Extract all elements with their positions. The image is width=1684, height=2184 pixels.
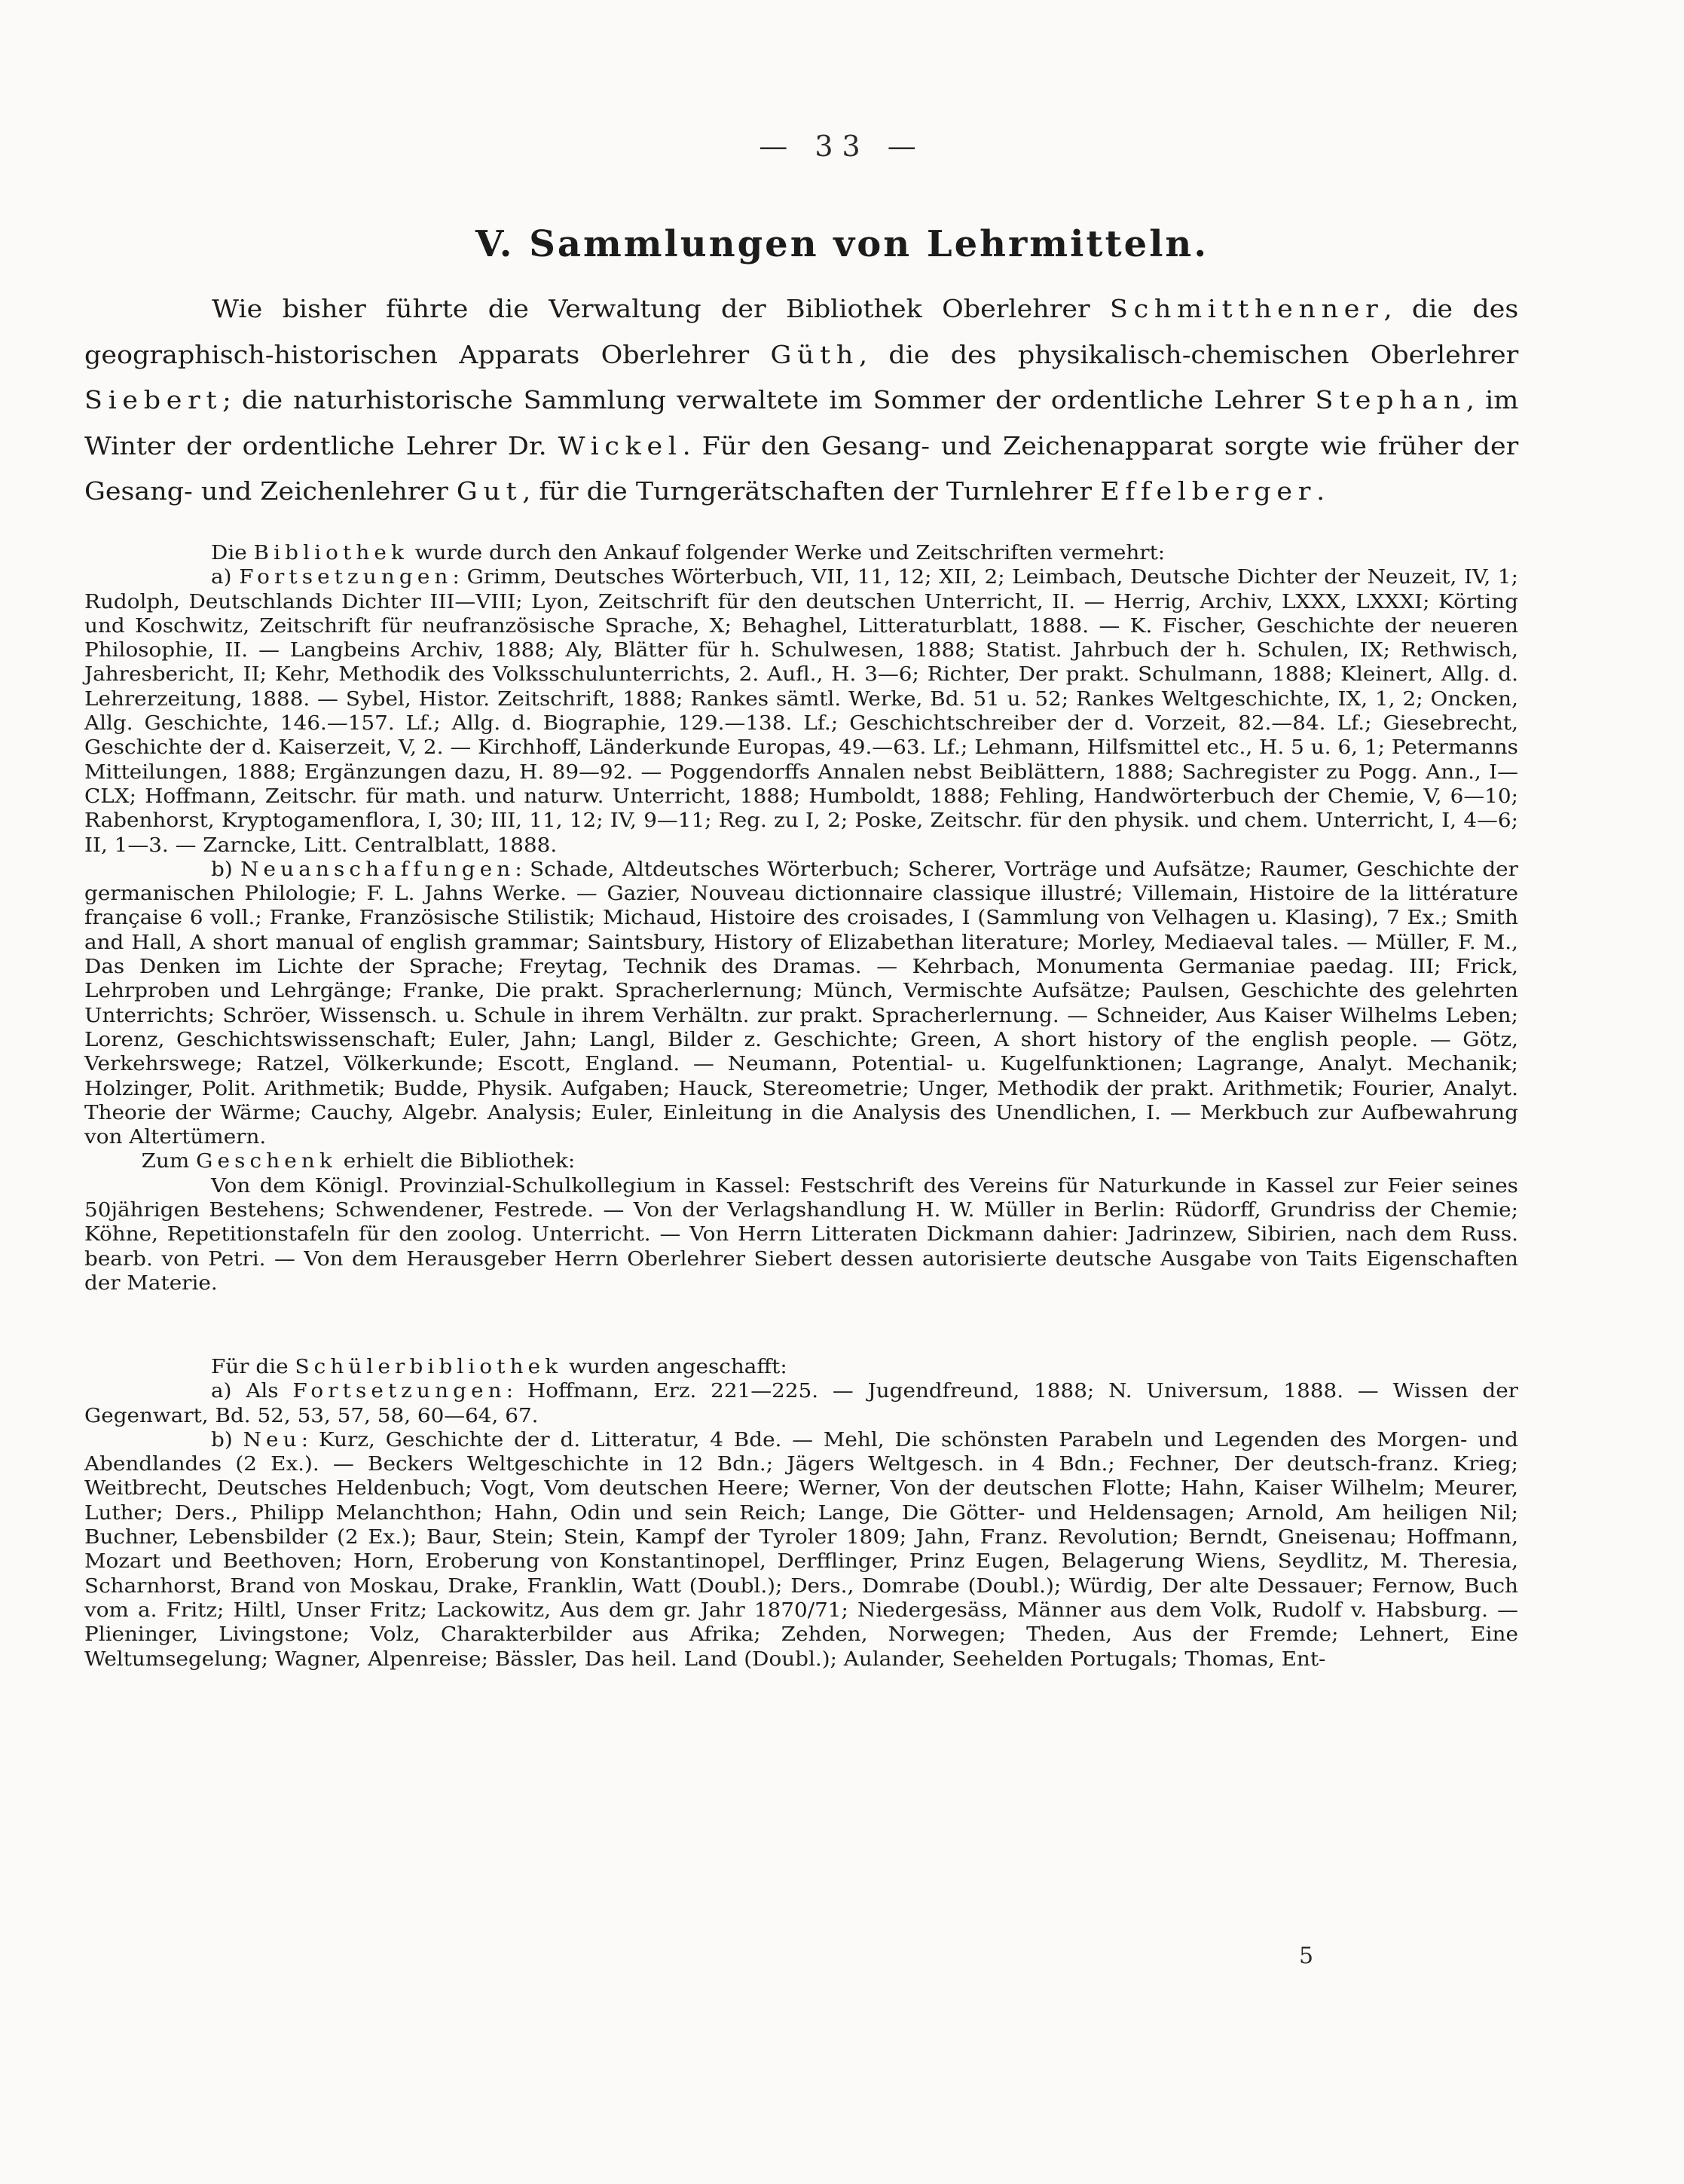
library-intro: Die Bibliothek wurde durch den Ankauf folgender Werke und Zeitschriften vermehrt:	[211, 541, 1166, 564]
intro-paragraph	[84, 286, 1518, 515]
student-library-section	[84, 1355, 1518, 1672]
student-library-new: b) Neu: Kurz, Geschichte der d. Litteratur, 4 Bde. — Mehl, Die schönsten Parabeln und Legenden des Morgen- und Abendlandes (2 Ex.). — Beckers Weltgeschichte in 12 Bdn.; Jägers Weltgesch. in 4 Bdn.; Fechner, Der deutsch-franz. Krieg; Weitbrecht, Deutsches Heldenbuch; Vogt, Vom deutschen Heere; Werner, Von der deutschen Flotte; Hahn, Kaiser Wilhelm; Meurer, Luther; Ders., Philipp Melanchthon; Hahn, Odin und sein Reich; Lange, Die Götter- und Heldensagen; Arnold, Am heiligen Nil; Buchner, Lebensbilder (2 Ex.); Baur, Stein; Stein, Kampf der Tyroler 1809; Jahn, Franz. Revolution; Berndt, Gneisenau; Hoffmann, Mozart und Beethoven; Horn, Eroberung von Konstantinopel, Derfflinger, Prinz Eugen, Belagerung Wiens, Seydlitz, M. Theresia, Scharnhorst, Brand von Moskau, Drake, Franklin, Watt (Doubl.); Ders., Domrabe (Doubl.); Würdig, Der alte Dessauer; Fernow, Buch vom a. Fritz; Hiltl, Unser Fritz; Lackowitz, Aus dem gr. Jahr 1870/71; Niedergesäss, Männer aus dem Volk, Rudolf v. Habsburg. — Plieninger, Livingstone; Volz, Charakterbilder aus Afrika; Zehden, Norwegen; Theden, Aus der Fremde; Lehnert, Eine Weltumsegelung; Wagner, Alpenreise; Bässler, Das heil. Land (Doubl.); Aulander, Seehelden Portugals; Thomas, Ent-	[84, 1427, 1518, 1671]
page-title: V. Sammlungen von Lehrmitteln.	[475, 223, 1209, 265]
student-library-continuations: a) Als Fortsetzungen: Hoffmann, Erz. 221—225. — Jugendfreund, 1888; N. Universum, 1888. — Wissen der Gegenwart, Bd. 52, 53, 57, 58, 60—64, 67.	[84, 1379, 1518, 1427]
signature-mark: 5	[1299, 1943, 1314, 1969]
library-gifts: Von dem Königl. Provinzial-Schulkollegium in Kassel: Festschrift des Vereins für Naturkunde in Kassel zur Feier seines 50jährigen Bestehens; Schwendener, Festrede. — Von der Verlagshandlung H. W. Müller in Berlin: Rüdorff, Grundriss der Chemie; Köhne, Repetitionstafeln für den zoolog. Unterricht. — Von Herrn Litteraten Dickmann dahier: Jadrinzew, Sibirien, nach dem Russ. bearb. von Petri. — Von dem Herausgeber Herrn Oberlehrer Siebert dessen autorisierte deutsche Ausgabe von Taits Eigenschaften der Materie.	[84, 1173, 1518, 1295]
library-gift-intro: Zum Geschenk erhielt die Bibliothek:	[141, 1149, 576, 1173]
library-section	[84, 541, 1518, 1295]
intro-text: Wie bisher führte die Verwaltung der Bibliothek Oberlehrer Schmitthenner, die des geographisch-historischen Apparats Oberlehrer Güth, die des physikalisch-chemischen Oberlehrer Siebert; die naturhistorische Sammlung verwaltete im Sommer der ordentliche Lehrer Stephan, im Winter der ordentliche Lehrer Dr. Wickel. Für den Gesang- und Zeichenapparat sorgte wie früher der Gesang- und Zeichenlehrer Gut, für die Turngerätschaften der Turnlehrer Effelberger.	[84, 294, 1519, 506]
student-library-intro: Für die Schülerbibliothek wurden angeschafft:	[211, 1355, 787, 1378]
library-continuations: a) Fortsetzungen: Grimm, Deutsches Wörterbuch, VII, 11, 12; XII, 2; Leimbach, Deutsche Dichter der Neuzeit, IV, 1; Rudolph, Deutschlands Dichter III—VIII; Lyon, Zeitschrift für den deutschen Unterricht, II. — Herrig, Archiv, LXXX, LXXXI; Körting und Koschwitz, Zeitschrift für neufranzösische Sprache, X; Behaghel, Litteraturblatt, 1888. — K. Fischer, Geschichte der neueren Philosophie, II. — Langbeins Archiv, 1888; Aly, Blätter für h. Schulwesen, 1888; Statist. Jahrbuch der h. Schulen, IX; Rethwisch, Jahresbericht, II; Kehr, Methodik des Volksschulunterrichts, 2. Aufl., H. 3—6; Richter, Der prakt. Schulmann, 1888; Kleinert, Allg. d. Lehrerzeitung, 1888. — Sybel, Histor. Zeitschrift, 1888; Rankes sämtl. Werke, Bd. 51 u. 52; Rankes Weltgeschichte, IX, 1, 2; Oncken, Allg. Geschichte, 146.—157. Lf.; Allg. d. Biographie, 129.—138. Lf.; Geschichtschreiber der d. Vorzeit, 82.—84. Lf.; Giesebrecht, Geschichte der d. Kaiserzeit, V, 2. — Kirchhoff, Länderkunde Europas, 49.—63. Lf.; Lehmann, Hilfsmittel etc., H. 5 u. 6, 1; Petermanns Mitteilungen, 1888; Ergänzungen dazu, H. 89—92. — Poggendorffs Annalen nebst Beiblättern, 1888; Sachregister zu Pogg. Ann., I—CLX; Hoffmann, Zeitschr. für math. und naturw. Unterricht, 1888; Humboldt, 1888; Fehling, Handwörterbuch der Chemie, V, 6—10; Rabenhorst, Kryptogamenflora, I, 30; III, 11, 12; IV, 9—11; Reg. zu I, 2; Poske, Zeitschr. für den physik. und chem. Unterricht, I, 4—6; II, 1—3. — Zarncke, Litt. Centralblatt, 1888.	[84, 565, 1518, 857]
page-number: — 33 —	[759, 130, 925, 163]
library-new-acquisitions: b) Neuanschaffungen: Schade, Altdeutsches Wörterbuch; Scherer, Vorträge und Aufsätze; Raumer, Geschichte der germanischen Philologie; F. L. Jahns Werke. — Gazier, Nouveau dictionnaire classique illustré; Villemain, Histoire de la littérature française 6 voll.; Franke, Französische Stilistik; Michaud, Histoire des croisades, I (Sammlung von Velhagen u. Klasing), 7 Ex.; Smith and Hall, A short manual of english grammar; Saintsbury, History of Elizabethan literature; Morley, Mediaeval tales. — Müller, F. M., Das Denken im Lichte der Sprache; Freytag, Technik des Dramas. — Kehrbach, Monumenta Germaniae paedag. III; Frick, Lehrproben und Lehrgänge; Franke, Die prakt. Spracherlernung; Münch, Vermischte Aufsätze; Paulsen, Geschichte des gelehrten Unterrichts; Schröer, Wissensch. u. Schule in ihrem Verhältn. zur prakt. Spracherlernung. — Schneider, Aus Kaiser Wilhelms Leben; Lorenz, Geschichtswissenschaft; Euler, Jahn; Langl, Bilder z. Geschichte; Green, A short history of the english people. — Götz, Verkehrswege; Ratzel, Völkerkunde; Escott, England. — Neumann, Potential- u. Kugelfunktionen; Lagrange, Analyt. Mechanik; Holzinger, Polit. Arithmetik; Budde, Physik. Aufgaben; Hauck, Stereometrie; Unger, Methodik der prakt. Arithmetik; Fourier, Analyt. Theorie der Wärme; Cauchy, Algebr. Analysis; Euler, Einleitung in die Analysis des Unendlichen, I. — Merkbuch zur Aufbewahrung von Altertümern.	[84, 857, 1518, 1149]
